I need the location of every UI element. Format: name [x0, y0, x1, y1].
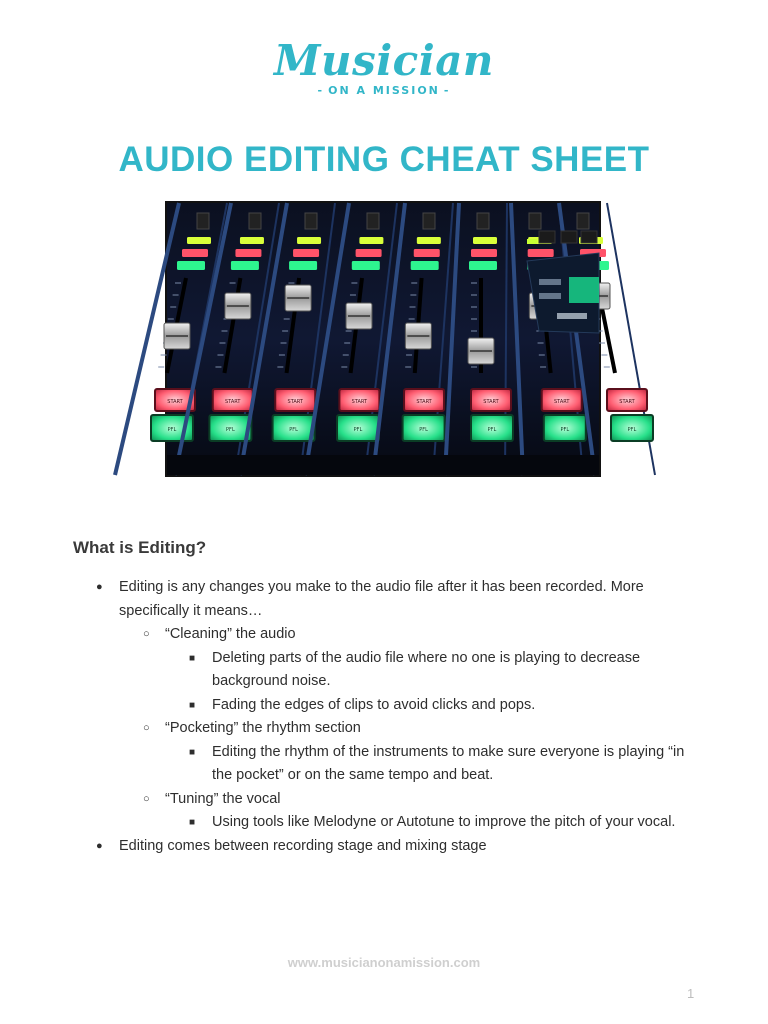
list-item: [0, 576, 768, 623]
list-item-text: Editing the rhythm of the instruments to make sure everyone is playing “in the pocket” or on the same tempo and beat.: [212, 743, 685, 783]
footer-website-link[interactable]: www.musicianonamission.com: [287, 955, 481, 970]
list-item-text: “Cleaning” the audio: [165, 626, 296, 642]
list-item: [0, 835, 768, 859]
start-button-label: START: [225, 399, 241, 405]
logo-tagline: ON A MISSION: [328, 84, 440, 97]
tagline-dash-left: -: [317, 84, 325, 97]
mixing-console-image: [167, 203, 637, 475]
list-item: [0, 647, 768, 694]
bullet-list: [0, 576, 768, 858]
start-button-label: START: [554, 399, 570, 405]
list-item: [0, 623, 768, 647]
list-item: [0, 694, 768, 718]
pfl-button-label: PFL: [353, 427, 363, 433]
bullet-marker: ■: [189, 817, 196, 828]
list-item-text: Deleting parts of the audio file where no one is playing to decrease background noise.: [212, 649, 641, 689]
pfl-button-label: PFL: [226, 427, 235, 433]
bullet-marker: ■: [189, 652, 196, 664]
list-item: [0, 811, 768, 835]
bullet-marker: ○: [143, 628, 150, 640]
bullet-marker: ●: [96, 839, 103, 852]
start-button-label: START: [619, 399, 635, 405]
pfl-button-label: PFL: [627, 427, 637, 433]
list-item-text: Fading the edges of clips to avoid clicks and pops.: [212, 696, 536, 713]
list-item-text: “Tuning” the vocal: [165, 790, 281, 807]
console-bottom-edge: [167, 455, 599, 475]
list-item-text: Editing comes between recording stage and mixing stage: [119, 837, 487, 854]
pfl-button-label: PFL: [560, 427, 570, 433]
section-heading: What is Editing?: [73, 538, 207, 557]
list-item-text: Editing is any changes you make to the audio file after it has been recorded. More specifically it means…: [119, 579, 644, 619]
pfl-button-label: PFL: [487, 427, 497, 433]
mixing-console-photo: [165, 201, 637, 477]
start-button-label: START: [167, 399, 183, 405]
list-item: [0, 788, 768, 812]
bullet-marker: ○: [143, 722, 150, 734]
bullet-marker: ●: [96, 581, 103, 593]
console-display-panel: [527, 253, 599, 333]
start-button-label: START: [483, 399, 499, 405]
start-button-label: START: [351, 399, 368, 405]
bullet-marker: ■: [189, 746, 196, 758]
logo-wordmark: Musician: [274, 36, 494, 85]
brand-logo: [0, 36, 768, 97]
tagline-dash-right: -: [443, 84, 451, 97]
pfl-button-label: PFL: [167, 427, 177, 433]
logo-tagline-row: [0, 84, 768, 97]
pfl-button-label: PFL: [419, 427, 428, 433]
bullet-marker: ■: [189, 699, 196, 711]
start-button-label: START: [416, 399, 432, 405]
list-item-text: “Pocketing” the rhythm section: [165, 720, 361, 736]
list-item: [0, 717, 768, 741]
bullet-marker: ○: [143, 792, 150, 805]
page-number: 1: [687, 986, 695, 1001]
pfl-button-label: PFL: [289, 427, 298, 433]
list-item-text: Using tools like Melodyne or Autotune to improve the pitch of your vocal.: [212, 814, 676, 830]
page-title: AUDIO EDITING CHEAT SHEET: [118, 140, 650, 179]
start-button-label: START: [287, 399, 303, 405]
list-item: [0, 741, 768, 788]
